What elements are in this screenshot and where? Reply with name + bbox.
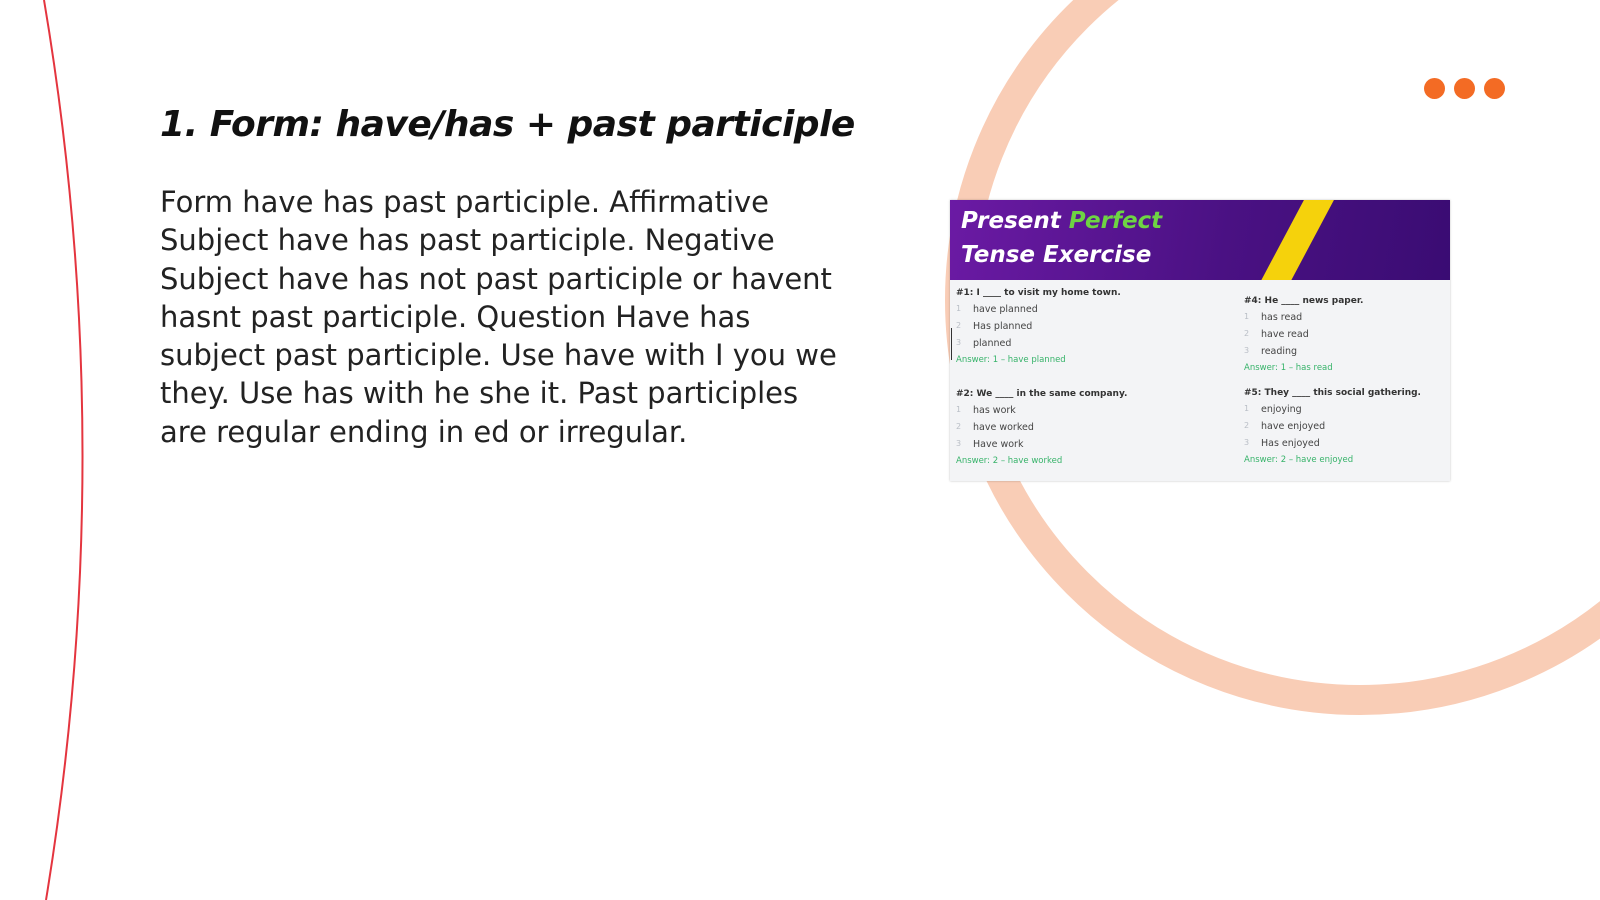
accent-dot: [1424, 78, 1445, 99]
exercise-question: [1244, 296, 1450, 373]
question-answer: Answer: 2 – have worked: [956, 456, 1063, 466]
banner-title-line-2: Tense Exercise: [961, 242, 1152, 268]
banner-title-word-perfect: Perfect: [1068, 208, 1163, 234]
question-prompt: #4: He ____ news paper.: [1244, 296, 1364, 306]
question-option: 2 Has planned: [956, 321, 1033, 332]
question-option: 3 reading: [1244, 346, 1298, 357]
question-option: 2 have worked: [956, 422, 1034, 433]
question-answer: Answer: 1 – has read: [1244, 363, 1333, 373]
question-option: 1 has read: [1244, 312, 1303, 323]
decorative-left-line: [44, 0, 83, 900]
question-prompt: #5: They ____ this social gathering.: [1244, 388, 1421, 398]
question-answer: Answer: 2 – have enjoyed: [1244, 455, 1354, 465]
slide-body-text: Form have has past participle. Affirmative Subject have has past participle. Negative Subject have has not past participle or havent hasnt past participle. Question Have has subject past participle. Use have with I you we they. Use has with he she it. Past participles are regular ending in ed or irregular.: [160, 185, 837, 449]
exercise-banner: [950, 200, 1450, 280]
question-option: 3 Have work: [956, 439, 1024, 450]
question-option: 2 have read: [1244, 329, 1309, 340]
question-answer: Answer: 1 – have planned: [956, 355, 1066, 365]
exercise-question: [956, 389, 1196, 466]
banner-title-line-1: [961, 208, 1162, 234]
question-option: 1 enjoying: [1244, 404, 1302, 415]
text-cursor: [951, 328, 952, 360]
question-option: 3 planned: [956, 338, 1012, 349]
banner-title-word-present: Present: [961, 208, 1061, 234]
question-option: 2 have enjoyed: [1244, 421, 1326, 432]
question-prompt: #1: I ____ to visit my home town.: [956, 288, 1121, 298]
exercise-image: [950, 200, 1450, 481]
slide-title: 1. Form: have/has + past participle: [160, 104, 855, 145]
exercise-question: [956, 288, 1196, 365]
question-prompt: #2: We ____ in the same company.: [956, 389, 1128, 399]
question-option: 3 Has enjoyed: [1244, 438, 1320, 449]
accent-dot: [1484, 78, 1505, 99]
banner-yellow-stripe: [1251, 200, 1339, 280]
question-option: 1 have planned: [956, 304, 1038, 315]
accent-dot: [1454, 78, 1475, 99]
exercise-question: [1244, 388, 1450, 465]
accent-dots: [1424, 78, 1505, 99]
question-option: 1 has work: [956, 405, 1016, 416]
